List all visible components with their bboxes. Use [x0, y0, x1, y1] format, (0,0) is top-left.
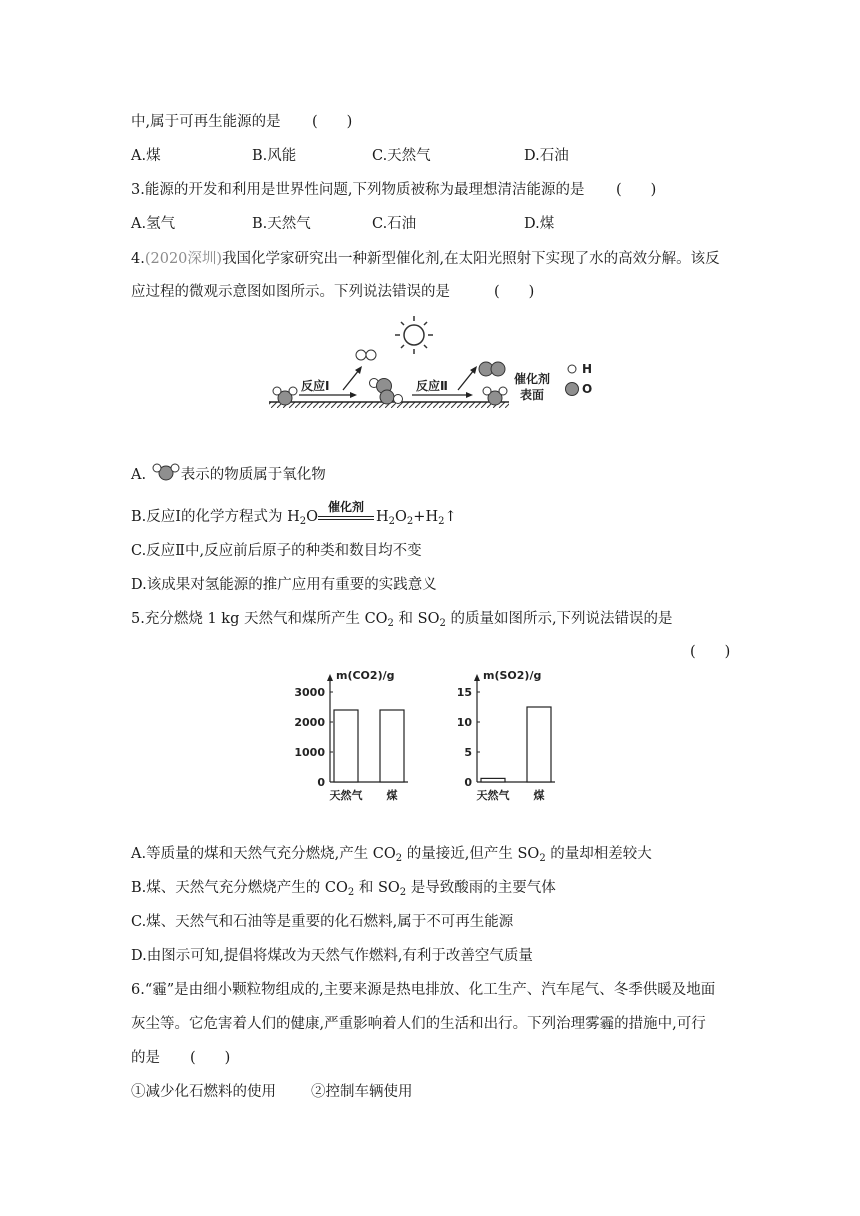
q2-answer-paren: ( ) [312, 114, 353, 130]
bar-coal [527, 707, 551, 782]
eq-prefix: B.反应Ⅰ的化学方程式为 H [131, 509, 300, 525]
q5-a-sub: 2 [395, 853, 403, 864]
q5-b-part2: 和 SO [354, 880, 400, 896]
y-tick-label: 3000 [294, 686, 325, 699]
legend-hydrogen [568, 362, 592, 376]
y-tick-label: 15 [456, 686, 472, 699]
q5-stem-sub: 2 [387, 618, 394, 629]
q2-stem [131, 112, 281, 132]
eq-sub: 2 [438, 516, 445, 527]
reaction-diagram [265, 312, 605, 412]
sun-icon [395, 316, 433, 354]
q5-stem [131, 609, 673, 629]
q5-option-a [131, 844, 652, 864]
catalyst-surface-label-1: 催化剂 [514, 372, 551, 386]
gas-arrow: ↑ [444, 509, 457, 525]
eq-o: O [306, 509, 319, 525]
bar-natural-gas [334, 710, 358, 782]
y-tick-label: 2000 [294, 716, 325, 729]
q3-stem: 3.能源的开发和利用是世界性问题,下列物质被称为最理想清洁能源的是 [131, 182, 585, 198]
q3-option-d: D.煤 [524, 216, 555, 232]
q2-stem-text: 中,属于可再生能源的是 [131, 114, 281, 130]
q6-stem-line1: 6.“霾”是由细小颗粒物组成的,主要来源是热电排放、化工生产、汽车尾气、冬季供暖及地面 [131, 982, 716, 998]
x-category-label: 煤 [386, 789, 398, 802]
hydrogen-molecule-icon [356, 350, 376, 360]
reaction-2-label: 反应Ⅱ [416, 379, 448, 393]
eq-p3: +H [413, 509, 439, 525]
y-axis-label: m(SO2)/g [483, 669, 542, 682]
eq-p2: O [395, 509, 407, 525]
x-category-label: 天然气 [476, 789, 510, 802]
y-axis-arrow-icon [474, 674, 480, 681]
equals-bar-bottom [318, 519, 374, 520]
x-category-label: 天然气 [329, 789, 363, 802]
q3-option-c: C.石油 [372, 216, 417, 232]
q5-stem-b: 和 SO [393, 611, 440, 627]
q5-stem-a: 5.充分燃烧 1 kg 天然气和煤所产生 CO [131, 611, 388, 627]
q5-stem-sub: 2 [439, 618, 446, 629]
q4-option-b-text [131, 507, 318, 527]
q6-answer-paren: ( ) [190, 1050, 231, 1066]
q3-answer-paren: ( ) [616, 182, 657, 198]
bar-coal [380, 710, 404, 782]
y-axis-label: m(CO2)/g [336, 669, 395, 682]
q5-option-b [131, 878, 556, 898]
q4-option-b-products [376, 507, 457, 527]
eq-sub: 2 [388, 516, 396, 527]
eq-p1: H [376, 509, 389, 525]
y-tick-label: 10 [456, 716, 472, 729]
q5-a-part1: A.等质量的煤和天然气充分燃烧,产生 CO [131, 846, 396, 862]
eq-sub: 2 [299, 516, 307, 527]
y-axis-arrow-icon [327, 674, 333, 681]
water-molecule-icon [152, 462, 180, 482]
q6-stem-line3: 的是 [131, 1050, 160, 1066]
q5-answer-paren: ( ) [690, 644, 731, 660]
q2-option-b: B.风能 [252, 148, 297, 164]
q6-item-1: ①减少化石燃料的使用 [131, 1084, 276, 1100]
q2-option-d: D.石油 [524, 148, 569, 164]
eq-sub: 2 [406, 516, 414, 527]
q4-option-d: D.该成果对氢能源的推广应用有重要的实践意义 [131, 577, 437, 593]
x-category-label: 煤 [533, 789, 545, 802]
q5-b-part3: 是导致酸雨的主要气体 [406, 880, 556, 896]
q4-option-a [131, 462, 326, 485]
q4-option-a-text: 表示的物质属于氧化物 [180, 467, 326, 483]
q4-source: (2020深圳) [144, 251, 223, 267]
y-tick-label: 1000 [294, 746, 325, 759]
q4-answer-paren: ( ) [494, 284, 535, 300]
reaction-1-label: 反应Ⅰ [301, 379, 330, 393]
q5-b-part1: B.煤、天然气充分燃烧产生的 CO [131, 880, 348, 896]
q5-a-part3: 的量却相差较大 [545, 846, 652, 862]
q4-option-c: C.反应Ⅱ中,反应前后原子的种类和数目均不变 [131, 543, 422, 559]
q5-b-sub: 2 [399, 887, 407, 898]
q4-stem-line1 [131, 249, 720, 269]
hydrogen-peroxide-molecule-icon [370, 379, 403, 405]
q5-option-d: D.由图示可知,提倡将煤改为天然气作燃料,有利于改善空气质量 [131, 948, 533, 964]
q3-option-a: A.氢气 [131, 216, 176, 232]
q4-option-a-prefix: A. [131, 467, 147, 483]
bar-natural-gas [481, 778, 505, 782]
q5-stem-c: 的质量如图所示,下列说法错误的是 [445, 611, 673, 627]
y-tick-label: 0 [464, 776, 472, 789]
q2-option-a: A.煤 [131, 148, 161, 164]
q5-b-sub: 2 [347, 887, 355, 898]
q3-option-b: B.天然气 [252, 216, 311, 232]
q4-stem-text1: 我国化学家研究出一种新型催化剂,在太阳光照射下实现了水的高效分解。该反 [222, 251, 720, 267]
q5-option-c: C.煤、天然气和石油等是重要的化石燃料,属于不可再生能源 [131, 914, 514, 930]
y-tick-label: 5 [464, 746, 472, 759]
equals-bar-top [318, 516, 374, 517]
q4-stem-line2: 应过程的微观示意图如图所示。下列说法错误的是 [131, 284, 450, 300]
q6-item-2: ②控制车辆使用 [311, 1084, 413, 1100]
q5-a-part2: 的量接近,但产生 SO [402, 846, 540, 862]
q4-number: 4. [131, 251, 145, 267]
legend-h-label: H [582, 362, 593, 376]
q5-a-sub: 2 [539, 853, 546, 864]
y-tick-label: 0 [317, 776, 325, 789]
q5-bar-charts [280, 660, 580, 810]
legend-oxygen [566, 382, 593, 396]
catalyst-surface-label-2: 表面 [520, 388, 545, 402]
q2-option-c: C.天然气 [372, 148, 431, 164]
catalyst-condition: 催化剂 [327, 500, 364, 514]
oxygen-molecule-icon [479, 362, 505, 376]
legend-o-label: O [582, 382, 593, 396]
q6-stem-line2: 灰尘等。它危害着人们的健康,严重影响着人们的生活和出行。下列治理雾霾的措施中,可行 [131, 1016, 706, 1032]
